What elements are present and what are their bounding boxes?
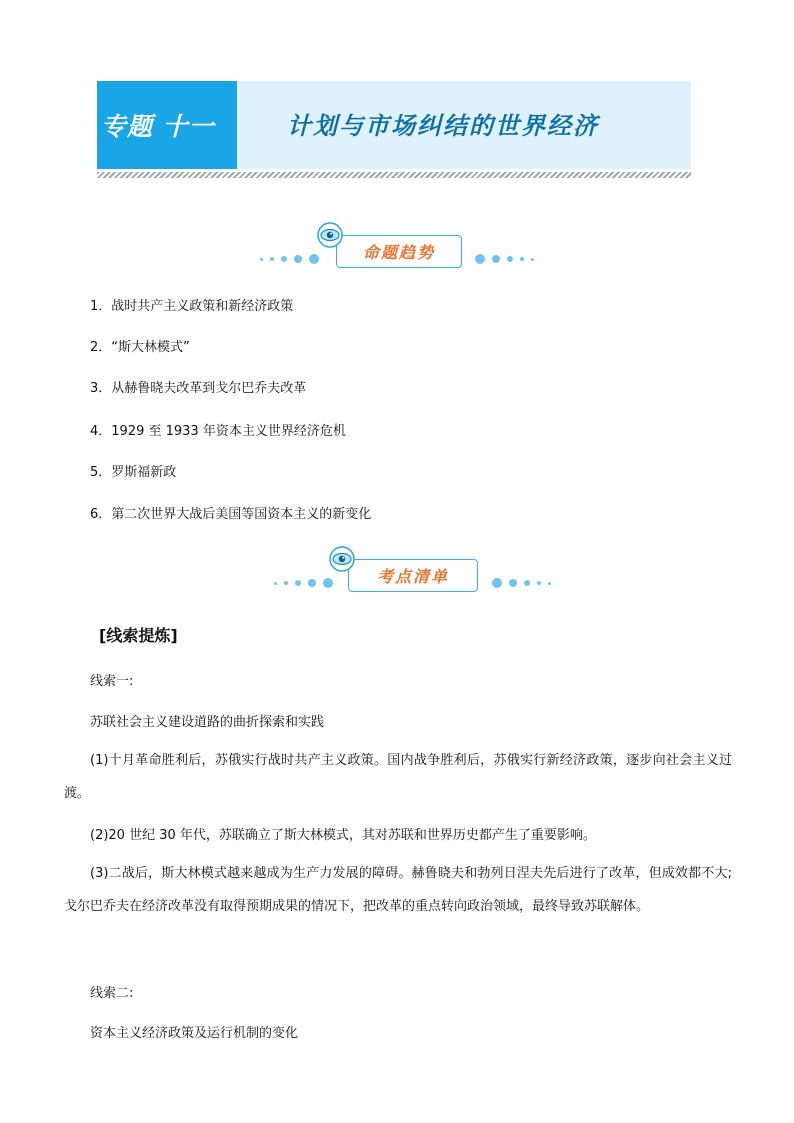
eye-icon — [315, 222, 345, 248]
decorative-dots-left — [260, 254, 319, 264]
topic-title: 计划与市场纠结的世界经济 — [287, 112, 599, 140]
trend-item-1: 1．战时共产主义政策和新经济政策 — [90, 299, 294, 314]
section-header-points — [274, 546, 554, 596]
topic-number: 专题 十一 — [101, 112, 215, 141]
trend-label-box — [336, 235, 462, 268]
decorative-dots-left — [274, 578, 333, 588]
trend-item-2: 2．“斯大林模式” — [90, 340, 190, 355]
banner-divider — [97, 172, 691, 178]
decorative-dots-right — [492, 578, 551, 588]
decorative-dots-right — [475, 254, 534, 264]
clue1-paragraph-3: (3)二战后，斯大林模式越来越成为生产力发展的障碍。赫鲁晓夫和勃列日涅夫先后进行了改革，但成效都不大; 戈尔巴乔夫在经济改革没有取得预期成果的情况下，把改革的重点转向政治领域，最终导致苏联解体。 — [64, 866, 732, 914]
clue1-paragraph-2: (2)20 世纪 30 年代，苏联确立了斯大林模式，其对苏联和世界历史都产生了重要影响。 — [90, 828, 596, 843]
trend-item-3: 3．从赫鲁晓夫改革到戈尔巴乔夫改革 — [90, 381, 307, 396]
clue1-title: 苏联社会主义建设道路的曲折探索和实践 — [90, 715, 325, 730]
clue2-title: 资本主义经济政策及运行机制的变化 — [90, 1026, 299, 1041]
clues-heading: [线索提炼] — [99, 626, 178, 645]
topic-number-block — [97, 81, 237, 169]
points-label-box — [348, 559, 478, 592]
trend-label: 命题趋势 — [362, 243, 435, 262]
clue2-label: 线索二: — [90, 986, 134, 1001]
trend-item-6: 6．第二次世界大战后美国等国资本主义的新变化 — [90, 507, 372, 522]
eye-icon — [327, 546, 357, 572]
clue1-label: 线索一: — [90, 674, 134, 689]
trend-item-5: 5．罗斯福新政 — [90, 465, 177, 480]
points-label: 考点清单 — [376, 567, 449, 586]
section-header-trend — [260, 222, 540, 272]
topic-banner — [97, 81, 691, 169]
trend-item-4: 4．1929 至 1933 年资本主义世界经济危机 — [90, 424, 346, 439]
clue1-paragraph-1: (1)十月革命胜利后，苏俄实行战时共产主义政策。国内战争胜利后，苏俄实行新经济政策，逐步向社会主义过渡。 — [64, 753, 732, 801]
